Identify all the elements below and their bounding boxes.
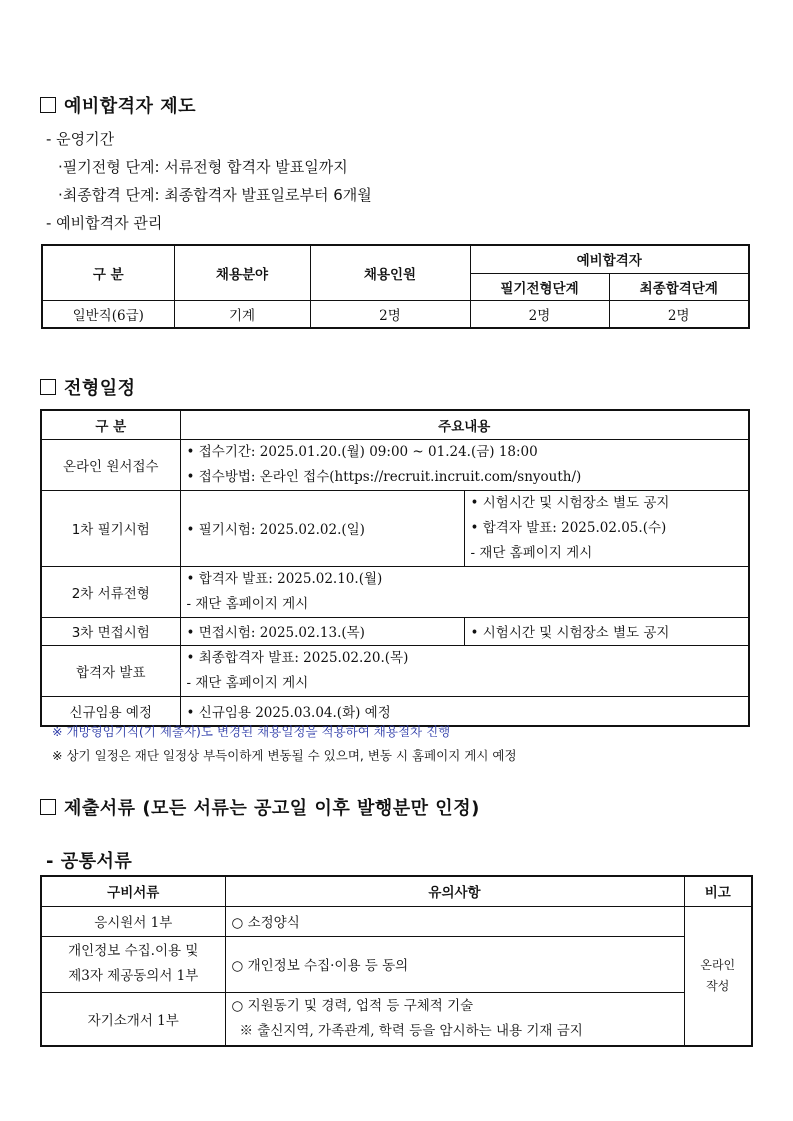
management-label: - 예비합격자 관리 (46, 214, 163, 232)
col-category: 구 분 (41, 410, 180, 439)
schedule-note-2: ※ 상기 일정은 재단 일정상 부득이하게 변동될 수 있으며, 변동 시 홈페이지 게시 예정 (52, 748, 517, 763)
written-result-date: • 합격자 발표: 2025.02.05.(수) (471, 516, 743, 541)
checkbox-square-icon (40, 799, 56, 815)
col-remark: 비고 (684, 876, 752, 906)
table-row (41, 439, 749, 490)
table-row (41, 906, 752, 936)
online-method: • 접수방법: 온라인 접수(https://recruit.incruit.com/snyouth/) (187, 465, 743, 490)
final-stage-text: ·최종합격 단계: 최종합격자 발표일로부터 6개월 (58, 186, 372, 204)
written-stage-text: ·필기전형 단계: 서류전형 합격자 발표일까지 (58, 158, 348, 176)
checkbox-square-icon (40, 97, 56, 113)
table-row (41, 566, 749, 617)
row-label-document: 2차 서류전형 (41, 566, 180, 617)
final-homepage: - 재단 홈페이지 게시 (186, 674, 309, 691)
col-field: 채용분야 (174, 245, 310, 300)
row-label-written: 1차 필기시험 (41, 490, 180, 566)
note-privacy: ○ 개인정보 수집·이용 등 동의 (225, 936, 684, 992)
row-label-online: 온라인 원서접수 (41, 439, 180, 490)
schedule-note-1: ※ 개방형임기직(기 제출자)도 변경된 채용일정을 적용하여 채용절차 진행 (52, 724, 451, 739)
document-homepage: - 재단 홈페이지 게시 (186, 595, 309, 612)
schedule-table (40, 409, 750, 727)
common-docs-subtitle: - 공통서류 (46, 851, 133, 872)
row-label-final: 합격자 발표 (41, 645, 180, 696)
row-label-hire: 신규임용 예정 (41, 696, 180, 726)
col-final-stage: 최종합격단계 (609, 273, 749, 300)
remark-write: 작성 (706, 978, 730, 993)
doc-privacy-2: 제3자 제공동의서 1부 (68, 968, 199, 984)
table-row (41, 936, 752, 992)
cell-category: 일반직(6급) (42, 300, 174, 328)
col-count: 채용인원 (310, 245, 470, 300)
table-row (41, 992, 752, 1046)
col-content: 주요내용 (180, 410, 749, 439)
doc-privacy-1: 개인정보 수집.이용 및 (68, 943, 199, 959)
interview-date: • 면접시험: 2025.02.13.(목) (187, 625, 365, 641)
table-row (41, 645, 749, 696)
final-result-date: • 최종합격자 발표: 2025.02.20.(목) (187, 646, 743, 671)
col-written-stage: 필기전형단계 (470, 273, 609, 300)
written-homepage: - 재단 홈페이지 게시 (470, 544, 593, 561)
cell-final: 2명 (609, 300, 749, 328)
section-schedule-title: 전형일정 (40, 374, 136, 400)
col-notes: 유의사항 (225, 876, 684, 906)
table-row (41, 490, 749, 566)
remark-online: 온라인 (700, 957, 736, 972)
cell-written: 2명 (470, 300, 609, 328)
online-period: • 접수기간: 2025.01.20.(월) 09:00 ~ 01.24.(금) 18:00 (187, 440, 743, 465)
documents-table (40, 875, 753, 1047)
doc-application: 응시원서 1부 (41, 906, 225, 936)
reserve-table (41, 244, 750, 329)
section-documents-title: 제출서류 (모든 서류는 공고일 이후 발행분만 인정) (40, 794, 480, 820)
table-row (41, 617, 749, 645)
col-reserve: 예비합격자 (470, 245, 749, 273)
written-date: • 필기시험: 2025.02.02.(일) (187, 522, 365, 538)
cell-count: 2명 (310, 300, 470, 328)
section-preliminary-title: 예비합격자 제도 (40, 92, 196, 118)
written-time-notice: • 시험시간 및 시험장소 별도 공지 (471, 491, 743, 516)
note-application: ○ 소정양식 (225, 906, 684, 936)
col-category: 구 분 (42, 245, 174, 300)
col-doc: 구비서류 (41, 876, 225, 906)
cell-field: 기계 (174, 300, 310, 328)
op-period-label: - 운영기간 (46, 130, 115, 148)
doc-intro: 자기소개서 1부 (41, 992, 225, 1046)
document-result-date: • 합격자 발표: 2025.02.10.(월) (187, 567, 743, 592)
note-intro-1: ○ 지원동기 및 경력, 업적 등 구체적 기술 (231, 997, 474, 1014)
row-label-interview: 3차 면접시험 (41, 617, 180, 645)
note-intro-2: ※ 출신지역, 가족관계, 학력 등을 암시하는 내용 기재 금지 (239, 1022, 583, 1039)
table-row (42, 300, 749, 328)
hire-date: • 신규임용 2025.03.04.(화) 예정 (187, 705, 391, 721)
checkbox-square-icon (40, 379, 56, 395)
interview-time-notice: • 시험시간 및 시험장소 별도 공지 (471, 625, 670, 641)
